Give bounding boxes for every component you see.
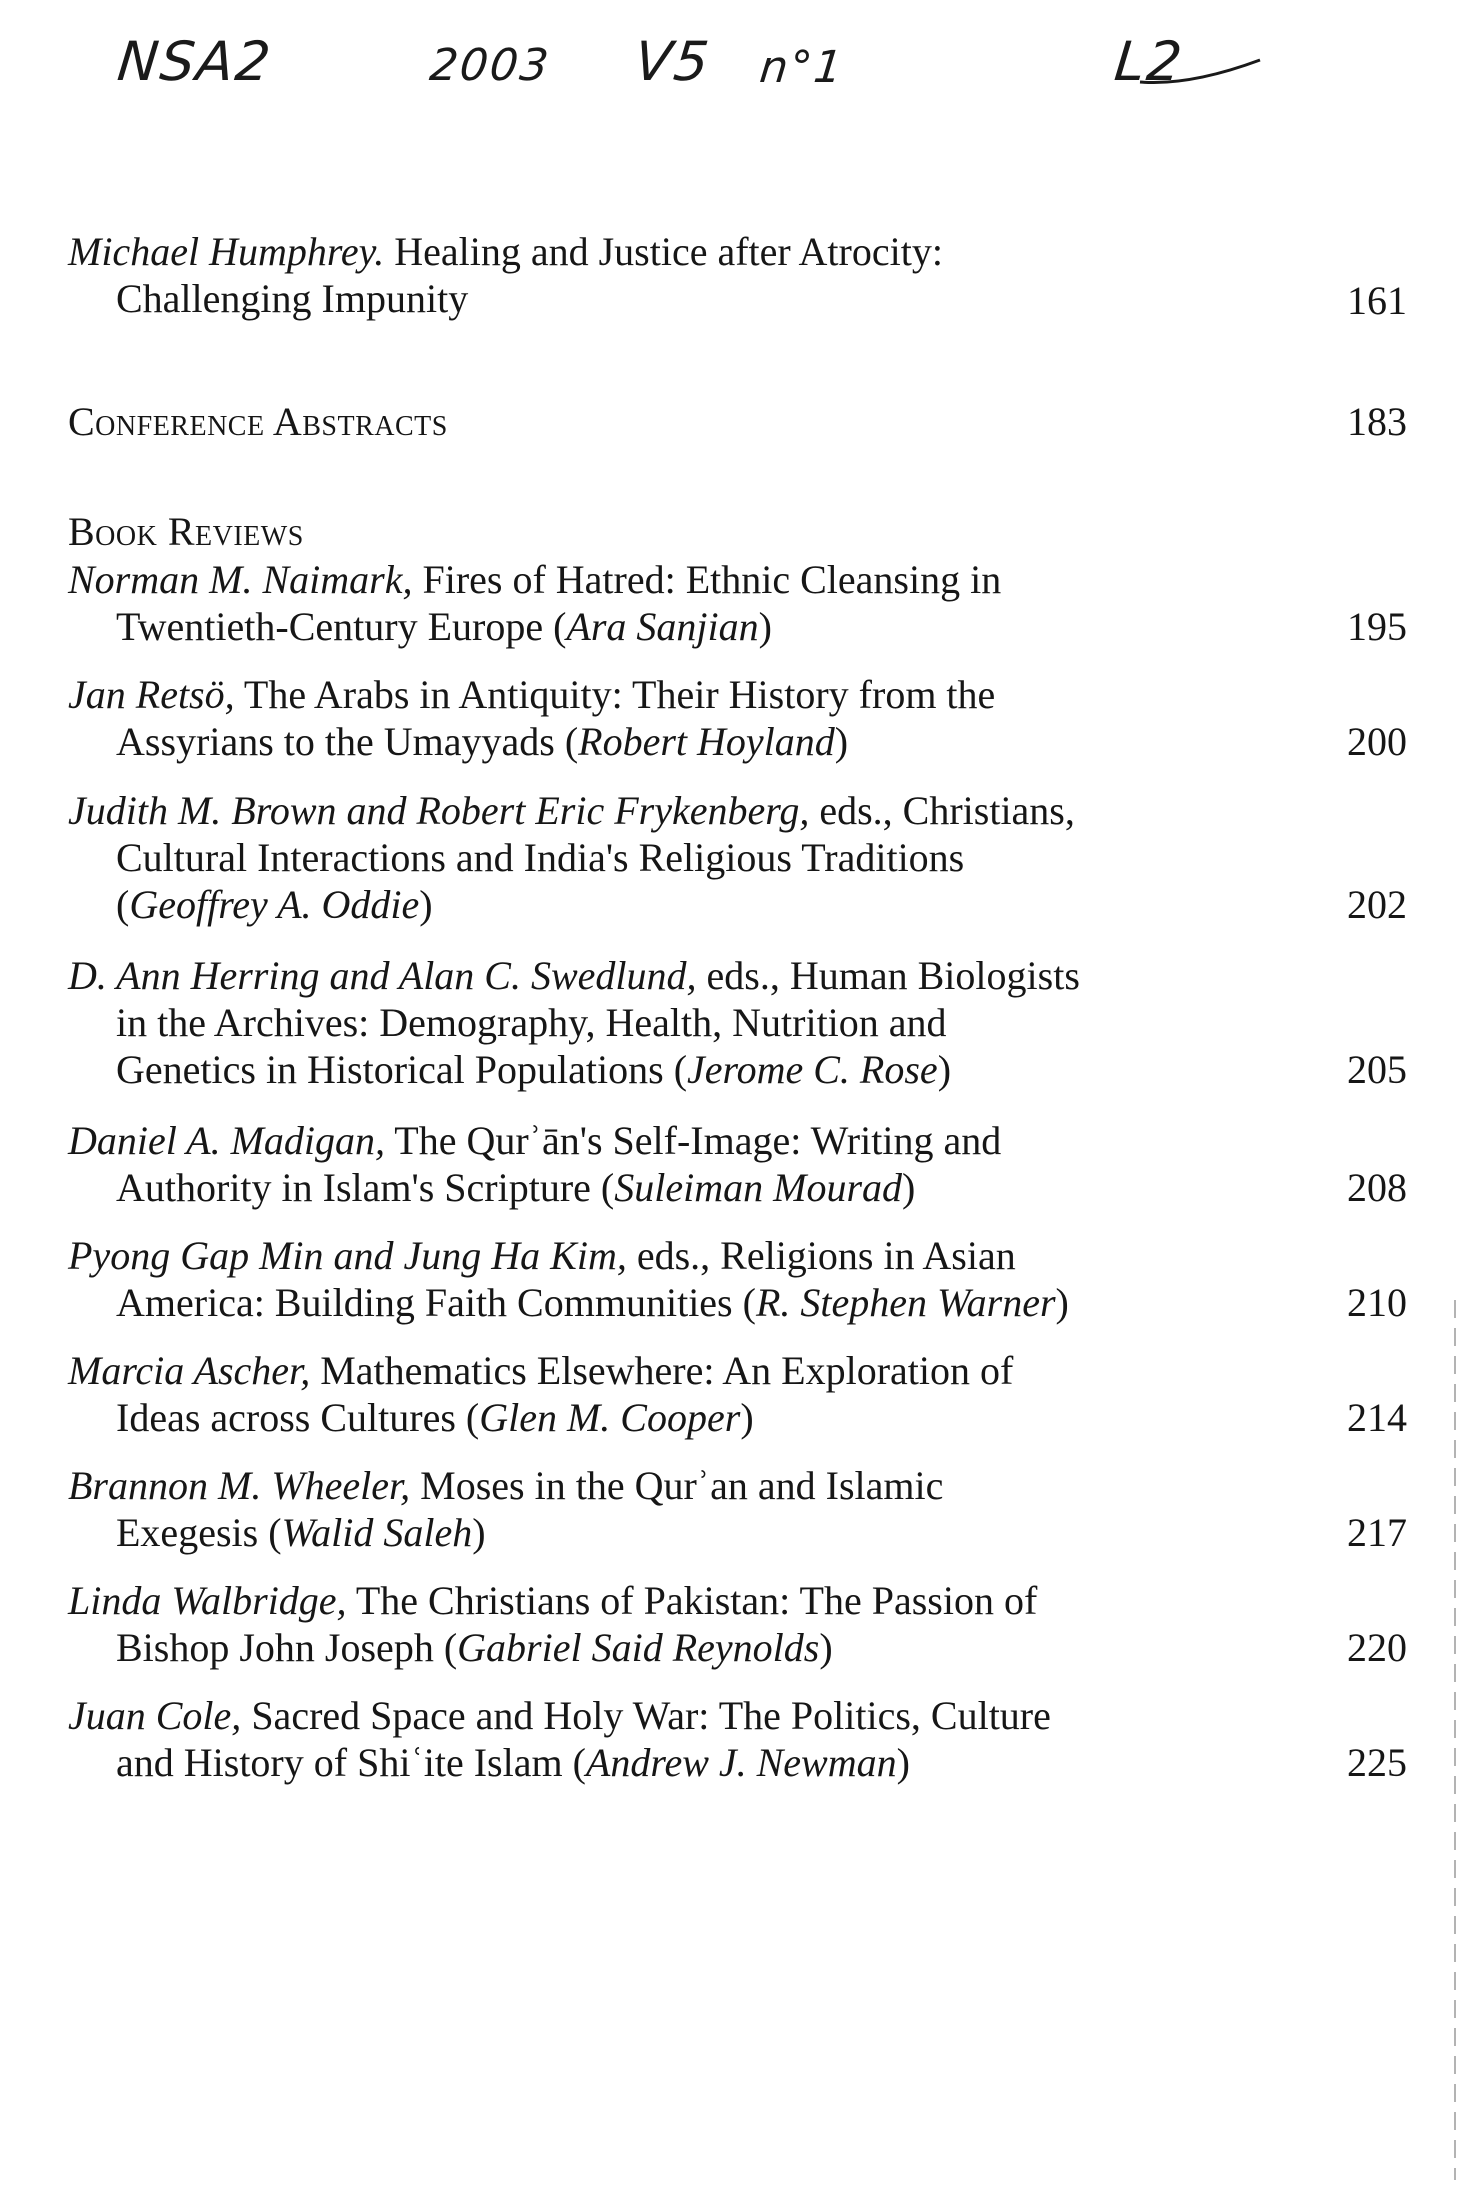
entry-reviewer: Ara Sanjian xyxy=(566,604,759,649)
entry-author: Jan Retsö, xyxy=(68,672,235,717)
page-number: 183 xyxy=(1347,399,1407,444)
entry-close: ) xyxy=(937,1047,952,1092)
toc-entry-humphrey xyxy=(68,228,1408,322)
toc-entry-herring-swedlund xyxy=(68,952,1408,1093)
entry-close: ) xyxy=(419,882,433,927)
entry-title-cont: Bishop John Joseph ( xyxy=(116,1625,458,1670)
entry-title: Sacred Space and Holy War: The Politics, Culture xyxy=(251,1693,1051,1738)
entry-title: Moses in the Qurʾan and Islamic xyxy=(420,1463,944,1508)
page-number: 208 xyxy=(1347,1165,1407,1210)
entry-author: Marcia Ascher, xyxy=(68,1348,311,1393)
page-number: 161 xyxy=(1347,278,1407,323)
entry-close: ) xyxy=(834,719,849,764)
entry-close: ) xyxy=(896,1740,910,1785)
entry-title-cont: Authority in Islam's Scripture ( xyxy=(116,1165,615,1210)
toc-entry-brown-frykenberg xyxy=(68,787,1408,928)
page-number: 205 xyxy=(1347,1047,1407,1092)
entry-title-cont: America: Building Faith Communities ( xyxy=(116,1280,756,1325)
entry-reviewer: R. Stephen Warner xyxy=(755,1280,1056,1325)
toc-entry-madigan xyxy=(68,1117,1408,1211)
entry-author: Daniel A. Madigan, xyxy=(68,1118,386,1163)
entry-title: Healing and Justice after Atrocity: xyxy=(394,229,943,274)
entry-reviewer: Walid Saleh xyxy=(281,1510,473,1555)
handwritten-stroke-icon xyxy=(1130,52,1270,92)
toc-entry-min-kim xyxy=(68,1232,1408,1326)
toc-entry-cole xyxy=(68,1692,1408,1786)
entry-title-cont: Challenging Impunity xyxy=(116,276,469,321)
entry-reviewer: Glen M. Cooper xyxy=(479,1395,741,1440)
page-number: 202 xyxy=(1347,882,1407,927)
entry-author: D. Ann Herring and Alan C. Swedlund, xyxy=(68,953,697,998)
entry-title-cont: in the Archives: Demography, Health, Nutrition and xyxy=(116,1000,947,1045)
section-conference-abstracts: Conference Abstracts xyxy=(68,399,448,444)
entry-title: The Christians of Pakistan: The Passion of xyxy=(355,1578,1038,1623)
entry-title-cont: Twentieth-Century Europe ( xyxy=(116,604,567,649)
entry-title: eds., Human Biologists xyxy=(706,953,1080,998)
scan-edge-mark-icon xyxy=(1452,1300,1460,2180)
entry-title-cont: Cultural Interactions and India's Religious Traditions xyxy=(116,835,965,880)
page-number: 225 xyxy=(1347,1740,1407,1785)
toc-entry-wheeler xyxy=(68,1462,1408,1556)
entry-reviewer: Robert Hoyland xyxy=(578,719,835,764)
entry-author: Judith M. Brown and Robert Eric Frykenberg, xyxy=(68,788,810,833)
entry-title-cont: Genetics in Historical Populations ( xyxy=(116,1047,688,1092)
entry-title: eds., Religions in Asian xyxy=(636,1233,1016,1278)
entry-reviewer: Geoffrey A. Oddie xyxy=(129,882,420,927)
page-number: 200 xyxy=(1347,719,1407,764)
entry-title-cont: Ideas across Cultures ( xyxy=(116,1395,480,1440)
entry-author: Pyong Gap Min and Jung Ha Kim, xyxy=(68,1233,627,1278)
page-number: 195 xyxy=(1347,604,1407,649)
entry-title-cont: Exegesis ( xyxy=(116,1510,282,1555)
entry-reviewer: Suleiman Mourad xyxy=(614,1165,903,1210)
toc-entry-ascher xyxy=(68,1347,1408,1441)
toc-entry-retso xyxy=(68,671,1408,765)
entry-title: The Arabs in Antiquity: Their History from the xyxy=(243,672,996,717)
entry-close: ) xyxy=(740,1395,754,1440)
entry-reviewer: Jerome C. Rose xyxy=(687,1047,938,1092)
handwritten-annotation xyxy=(0,0,1463,150)
entry-reviewer: Andrew J. Newman xyxy=(585,1740,897,1785)
toc-entry-walbridge xyxy=(68,1577,1408,1671)
page-number: 214 xyxy=(1347,1395,1407,1440)
entry-close: ) xyxy=(902,1165,916,1210)
handwritten-year: 2003 xyxy=(427,40,553,91)
entry-close: ) xyxy=(1055,1280,1069,1325)
entry-reviewer: Gabriel Said Reynolds xyxy=(457,1625,820,1670)
section-book-reviews: Book Reviews xyxy=(68,509,304,554)
entry-close: ) xyxy=(758,604,772,649)
entry-author: Michael Humphrey. xyxy=(68,229,385,274)
handwritten-volume: V5 xyxy=(631,30,714,93)
entry-title: eds., Christians, xyxy=(819,788,1075,833)
toc-entry-naimark xyxy=(68,556,1408,650)
entry-title: The Qurʾān's Self-Image: Writing and xyxy=(394,1118,1002,1163)
handwritten-code: NSA2 xyxy=(114,30,276,93)
entry-author: Norman M. Naimark, xyxy=(68,557,413,602)
entry-title-cont: Assyrians to the Umayyads ( xyxy=(116,719,579,764)
page-number: 217 xyxy=(1347,1510,1407,1555)
handwritten-shelf: L2 xyxy=(1111,30,1187,93)
entry-author: Brannon M. Wheeler, xyxy=(68,1463,411,1508)
entry-title-cont: and History of Shiʿite Islam ( xyxy=(116,1740,586,1785)
page-number: 220 xyxy=(1347,1625,1407,1670)
entry-close: ) xyxy=(472,1510,486,1555)
entry-title: Mathematics Elsewhere: An Exploration of xyxy=(320,1348,1014,1393)
entry-open: ( xyxy=(116,882,130,927)
entry-title: Fires of Hatred: Ethnic Cleansing in xyxy=(422,557,1002,602)
entry-close: ) xyxy=(819,1625,833,1670)
page-number: 210 xyxy=(1347,1280,1407,1325)
handwritten-number: n°1 xyxy=(757,42,847,93)
entry-author: Linda Walbridge, xyxy=(68,1578,347,1623)
entry-author: Juan Cole, xyxy=(68,1693,242,1738)
